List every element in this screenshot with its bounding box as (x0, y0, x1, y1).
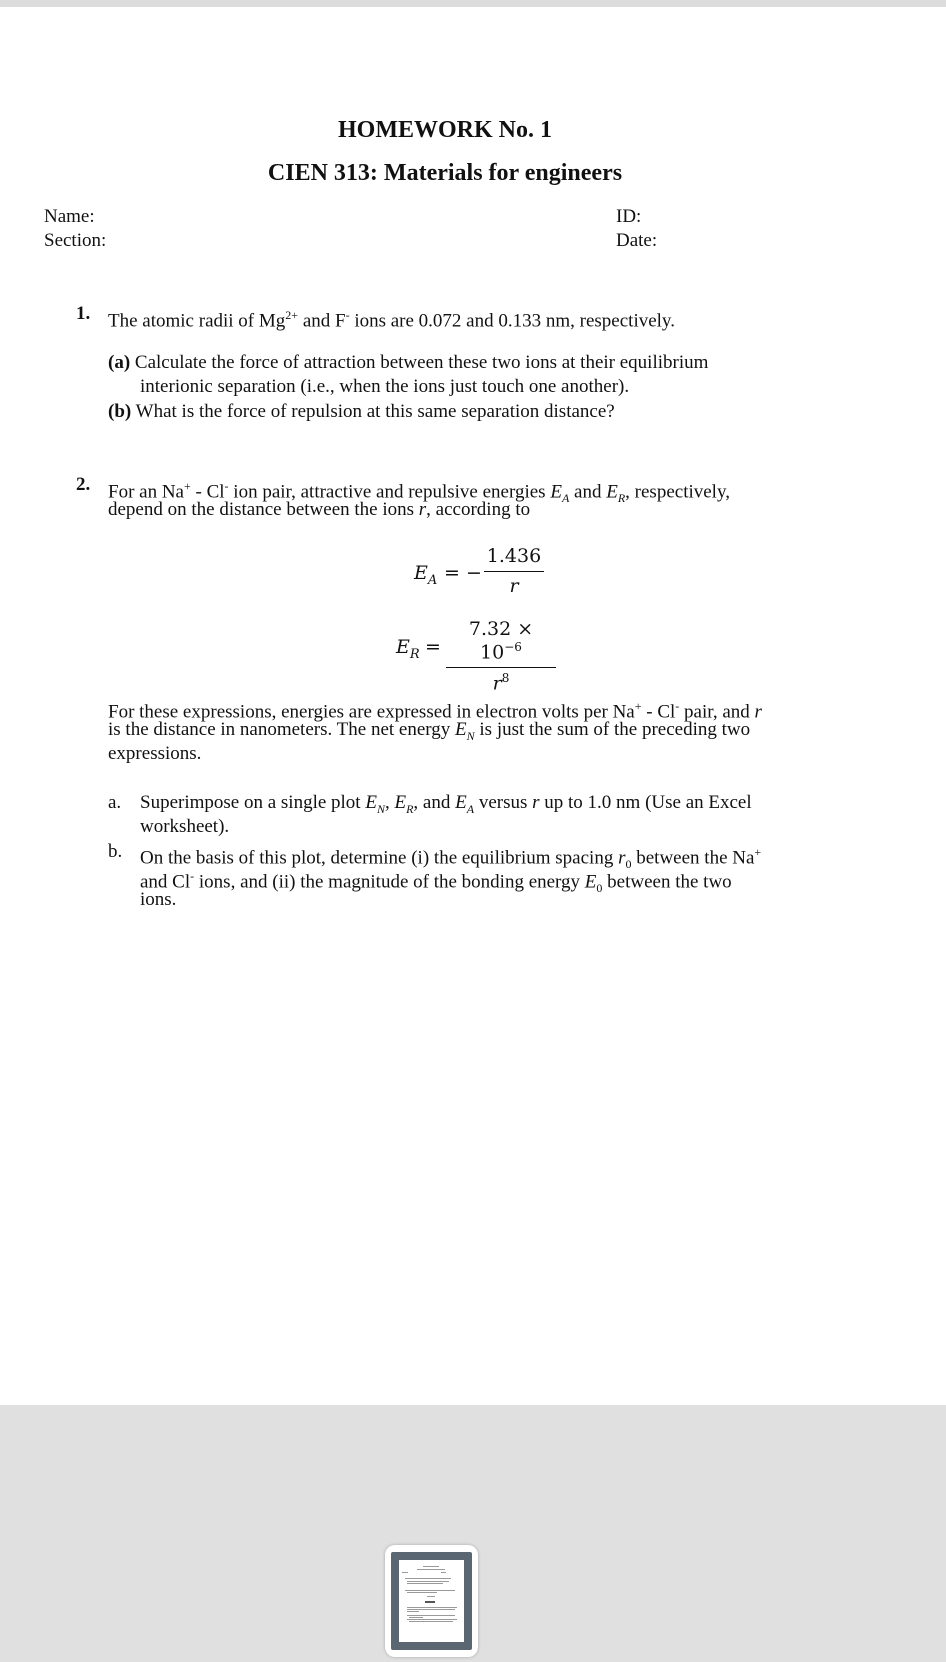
course-title: CIEN 313: Materials for engineers (267, 160, 623, 186)
equation-ea-denominator: r (509, 575, 519, 597)
question-2b-label: b. (108, 841, 123, 862)
question-2-para-2: is the distance in nanometers. The net energy $E_N$ is just the sum of the preceding two (108, 719, 751, 743)
page-thumbnail-frame (391, 1552, 472, 1650)
equation-er (396, 618, 566, 695)
equation-ea (414, 545, 544, 605)
question-2-number: 2. (76, 474, 91, 495)
equation-ea-numerator: 1.436 (486, 545, 542, 567)
question-2b: On the basis of this plot, determine (i) the equilibrium spacing $r_0$ between the Na+ (140, 845, 762, 872)
question-1-text: The atomic radii of $Mg^{2+}$ and F- ions are 0.072 and 0.133 nm, respectively. (108, 308, 675, 332)
question-2-para-3: expressions. (108, 743, 202, 764)
question-2-line-1: For an Na+ - Cl- ion pair, attractive and repulsive energies $E_A$ and $E_R$, respectively, (108, 479, 730, 506)
page-thumbnail-preview (399, 1560, 464, 1642)
question-2-para-1: For these expressions, energies are expressed in electron volts per Na+ - Cl- pair, and r (108, 699, 762, 723)
question-1a: (a) Calculate the force of attraction between these two ions at their equilibrium (108, 352, 709, 373)
section-label: Section: (44, 230, 107, 251)
equation-er-lhs: $E_R$ (396, 636, 420, 662)
date-label: Date: (616, 230, 658, 251)
equation-er-sign: = (425, 636, 441, 658)
page-title: HOMEWORK No. 1 (338, 117, 552, 143)
page-thumbnail[interactable] (385, 1545, 478, 1657)
question-2a-label: a. (108, 792, 122, 813)
equation-ea-lhs: $E_A$ (414, 562, 438, 588)
question-2b-cont: and Cl- ions, and (ii) the magnitude of the bonding energy $E_0$ between the two (140, 869, 732, 896)
question-1-number: 1. (76, 303, 91, 324)
question-2-line-2: depend on the distance between the ions r, according to (108, 499, 531, 520)
equation-ea-fraction (484, 545, 544, 597)
name-label: Name: (44, 206, 95, 227)
question-2a: Superimpose on a single plot $E_N$, $E_R$, and $E_A$ versus r up to 1.0 nm (Use an Excel (140, 792, 752, 816)
equation-er-numerator: $7.32 \times 10^{-6}$ (468, 618, 534, 664)
question-1a-cont: interionic separation (i.e., when the ions just touch one another). (140, 376, 630, 397)
id-label: ID: (616, 206, 642, 227)
equation-er-denominator: $r^8$ (492, 671, 510, 695)
equation-ea-sign: = − (444, 562, 482, 584)
equation-er-fraction (446, 618, 556, 695)
question-1b: (b) What is the force of repulsion at this same separation distance? (108, 401, 615, 422)
question-2a-cont: worksheet). (140, 816, 230, 837)
question-2b-cont-2: ions. (140, 889, 177, 910)
top-bar (0, 0, 946, 7)
